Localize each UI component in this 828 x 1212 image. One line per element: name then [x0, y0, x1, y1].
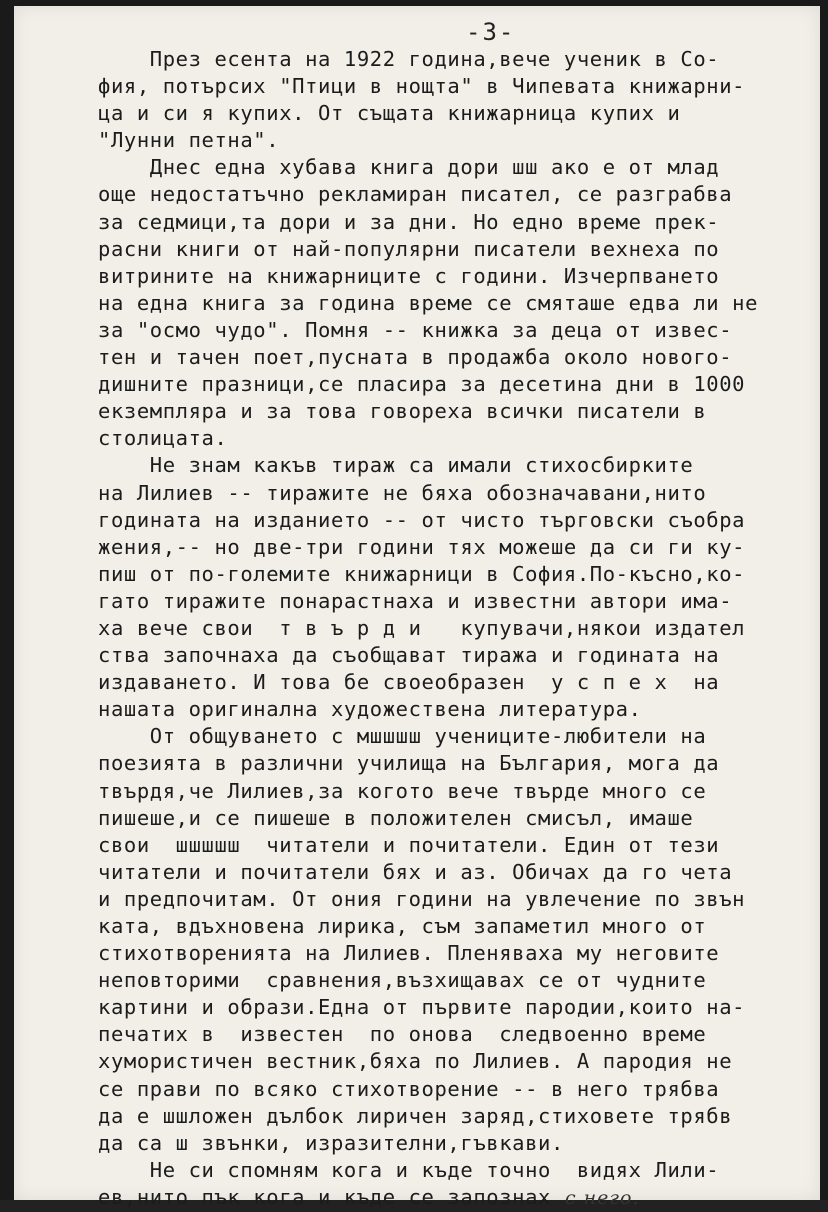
text-line-content: нашата оригинална художествена литература. [98, 697, 642, 722]
text-line [98, 561, 818, 588]
text-line-content: да е шшложен дълбок лиричен заряд,стиховете трябв [98, 1103, 733, 1128]
text-line [98, 994, 818, 1021]
text-line [98, 642, 818, 669]
text-line [98, 263, 818, 290]
text-line-content: През есента на 1922 година,вече ученик в Со- [98, 47, 720, 71]
text-line [98, 371, 818, 398]
text-line-content: стихотворенията на Лилиев. Пленяваха му неговите [98, 941, 720, 966]
text-line-content: пиш от по-големите книжарници в София.По-късно,ко- [98, 561, 746, 586]
text-line-content: картини и образи.Една от първите пародии,които на- [98, 995, 746, 1020]
text-line-content: дишните празници,се пласира за десетина дни в 1000 [98, 372, 746, 397]
text-line [98, 723, 818, 750]
text-line [98, 344, 818, 371]
text-line-content: пишеше,и се пишеше в положителен смисъл, имаше [98, 805, 694, 830]
text-line-content: на една книга за година време се смяташе едва ли не [98, 290, 759, 315]
text-line [98, 425, 818, 452]
text-line-content: Не знам какъв тираж са имали стихосбирките [98, 453, 694, 478]
text-line [98, 534, 818, 561]
text-line-content: расни книги от най-популярни писатели вехнеха по [98, 236, 720, 261]
text-line-content: ха вече свои т в ъ р д и купувачи,някои издател [98, 615, 746, 640]
text-line-content: да са ш звънки, изразителни,гъвкави. [98, 1130, 564, 1155]
text-line [98, 886, 818, 913]
text-line-content: екземпляра и за това говореха всички писатели в [98, 399, 707, 424]
text-line [98, 452, 818, 479]
text-line [98, 290, 818, 317]
text-line-content: годината на изданието -- от чисто търговски съобра [98, 507, 746, 532]
page-number: -3- [466, 18, 516, 46]
text-line [98, 832, 818, 859]
text-line [98, 480, 818, 507]
text-line [98, 967, 818, 994]
text-line-content: поезията в различни училища на България, мога да [98, 751, 720, 776]
text-line [98, 1157, 818, 1184]
text-line [98, 588, 818, 615]
text-line-content: и предпочитам. От ония години на увлечение по звън [98, 886, 746, 911]
text-line [98, 1048, 818, 1075]
text-line [98, 859, 818, 886]
text-line [98, 127, 818, 154]
handwritten-note: с него. [564, 1186, 640, 1209]
text-line-content: се прави по всяко стихотворение -- в него трябва [98, 1076, 720, 1101]
text-line [98, 1021, 818, 1048]
text-line-content: Днес една хубава книга дори шш ако е от млад [98, 155, 720, 180]
text-line [98, 696, 818, 723]
text-line [98, 750, 818, 777]
text-line [98, 615, 818, 642]
text-line-content: печатих в известен по онова следвоенно време [98, 1022, 707, 1047]
text-line [98, 1103, 818, 1130]
text-line-content: издаването. И това бе своеобразен у с п е х на [98, 670, 720, 695]
document-page [14, 6, 820, 1209]
text-line-content: фия, потърсих "Птици в нощта" в Чипевата книжарни- [98, 74, 746, 99]
text-line-content: неповторими сравнения,възхищавах се от чудните [98, 968, 707, 993]
text-line [98, 154, 818, 181]
text-line-content: читатели и почитатели бях и аз. Обичах да го чета [98, 859, 733, 884]
text-line-content: жения,-- но две-три години тях можеше да си ги ку- [98, 534, 746, 559]
text-line [98, 940, 818, 967]
text-line [98, 209, 818, 236]
text-line [98, 317, 818, 344]
text-line [98, 236, 818, 263]
text-line-content: гато тиражите понарастнаха и известни автори има- [98, 588, 733, 613]
text-line-content: за седмици,та дори и за дни. Но едно време прек- [98, 209, 720, 234]
text-line-content: за "осмо чудо". Помня -- книжка за деца от извес- [98, 317, 733, 342]
text-line [98, 1076, 818, 1103]
text-line [98, 805, 818, 832]
text-line [98, 46, 818, 73]
text-line-content: Не си спомням кога и къде точно видях Лили- [98, 1157, 720, 1182]
text-line [98, 913, 818, 940]
text-line-content: свои шшшшш читатели и почитатели. Един от тези [98, 832, 720, 857]
text-line-content: От общуването с мшшшш учениците-любители на [98, 724, 707, 749]
text-line-content: ката, вдъхновена лирика, съм запаметил много от [98, 914, 707, 938]
text-line [98, 100, 818, 127]
text-line [98, 1130, 818, 1157]
text-line-content: ства започнаха да съобщават тиража и годината на [98, 643, 720, 668]
text-line [98, 669, 818, 696]
text-line-content: тен и тачен поет,пусната в продажба около новогo- [98, 345, 733, 370]
text-line-content: на Лилиев -- тиражите не бяха обозначавани,нито [98, 480, 707, 505]
text-line-content: твърдя,че Лилиев,за когото вече твърде много се [98, 778, 707, 803]
typewritten-text [98, 46, 818, 1211]
text-line [98, 1184, 818, 1211]
text-line-content: "Лунни петна". [98, 128, 280, 153]
text-line [98, 507, 818, 534]
text-line-content: хумористичен вестник,бяха по Лилиев. А пародия не [98, 1049, 733, 1074]
text-line [98, 778, 818, 805]
text-line-content: витрините на книжарниците с години. Изчерпването [98, 263, 720, 288]
text-line-content: ев,нито пък кога и къде се запознах [98, 1184, 551, 1209]
text-line-content: ца и си я купих. От същата книжарница купих и [98, 101, 681, 126]
text-line [98, 181, 818, 208]
text-line [98, 73, 818, 100]
text-line-content: още недостатъчно рекламиран писател, се разграбва [98, 182, 733, 207]
text-line [98, 398, 818, 425]
text-line-content: столицата. [98, 426, 228, 451]
